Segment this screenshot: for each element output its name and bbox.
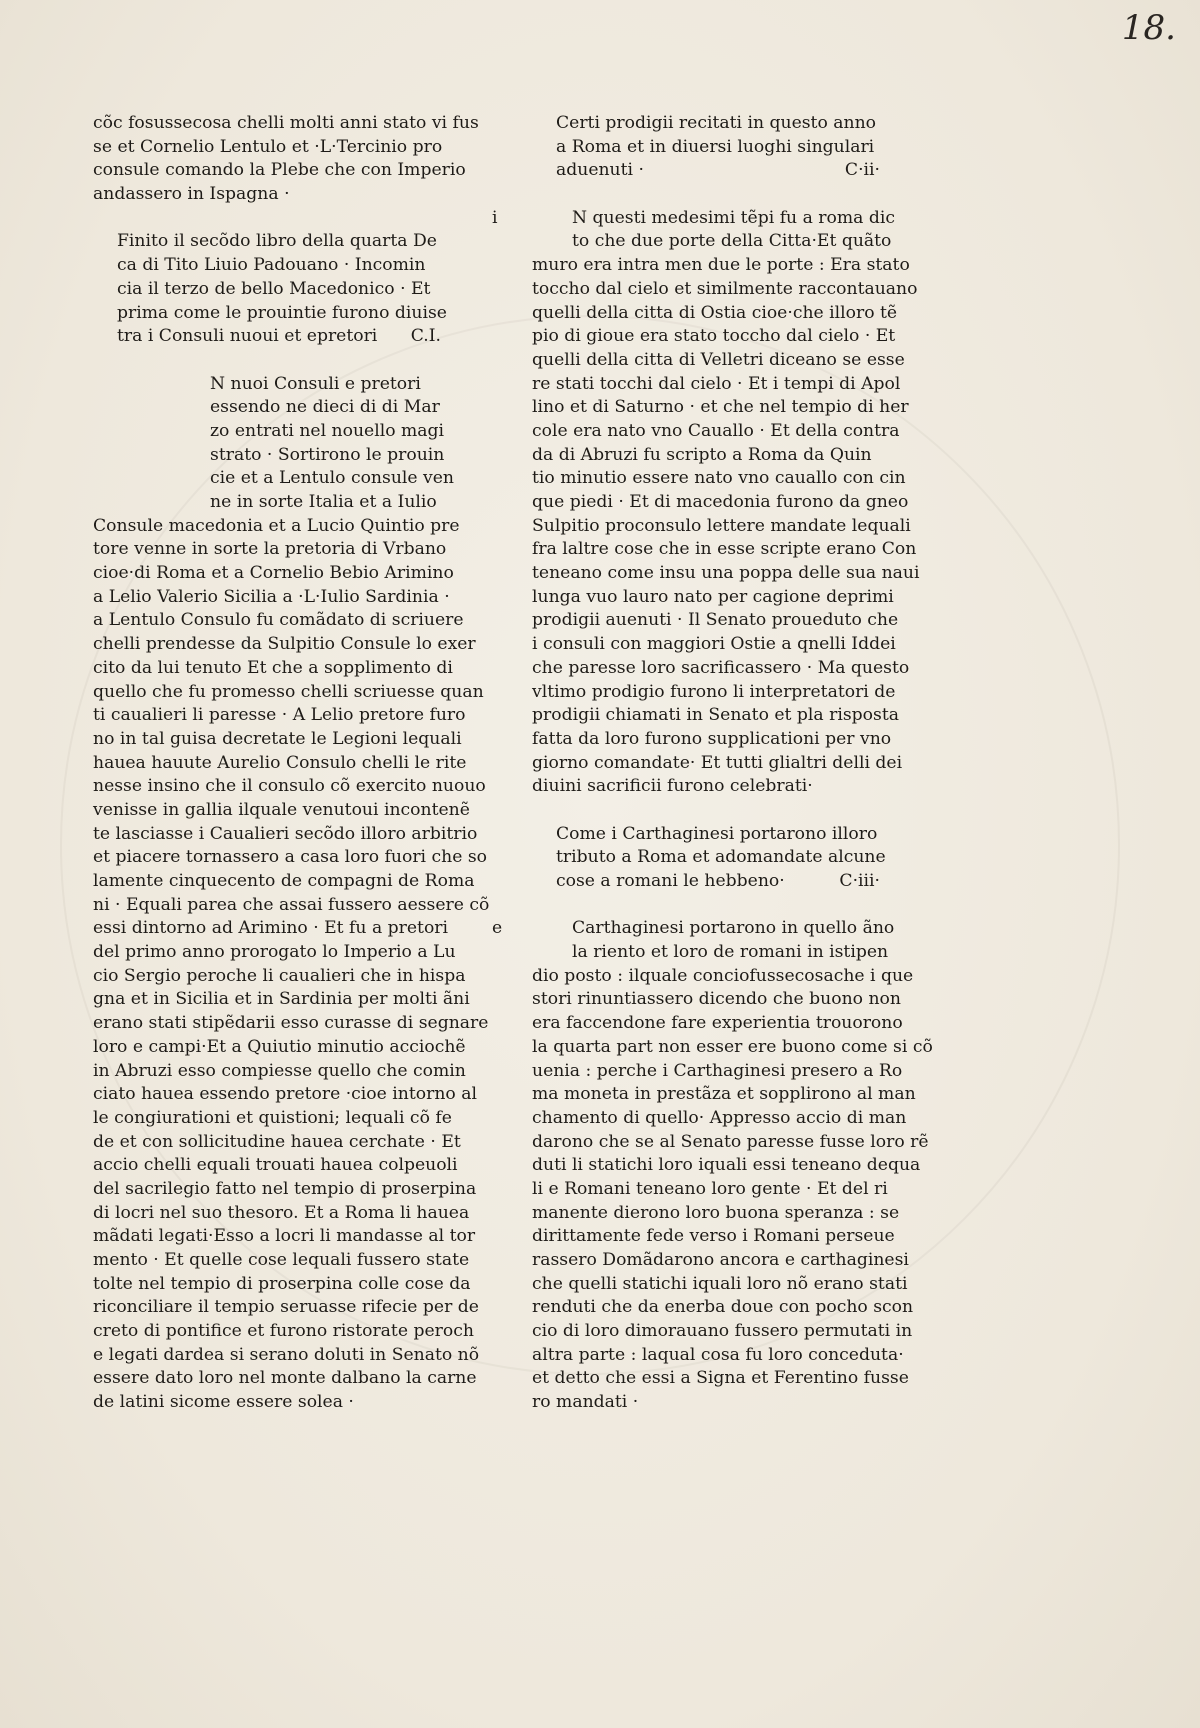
text-line: li e Romani teneano loro gente · Et del ri bbox=[532, 1178, 888, 1199]
text-line: altra parte : laqual cosa fu loro conceduta· bbox=[532, 1344, 904, 1365]
text-line: fra laltre cose che in esse scripte erano Con bbox=[532, 539, 917, 560]
text-line: ne in sorte Italia et a Iulio bbox=[210, 492, 437, 512]
text-line: cole era nato vno Cauallo · Et della contra bbox=[532, 420, 900, 441]
text-line: re stati tocchi dal cielo · Et i tempi di Apol bbox=[532, 373, 901, 394]
text-line: pio di gioue era stato toccho dal cielo · Et bbox=[532, 326, 896, 347]
text-line: diuini sacrificii furono celebrati· bbox=[532, 776, 813, 797]
text-line: erano stati stipẽdarii esso curasse di segnare bbox=[93, 1013, 489, 1034]
text-line: no in tal guisa decretate le Legioni lequali bbox=[93, 728, 462, 749]
first-line-text: N questi medesimi tẽpi fu a roma dic bbox=[572, 207, 895, 228]
text-line: to che due porte della Citta·Et quãto bbox=[572, 231, 892, 252]
guide-letter: i bbox=[492, 207, 498, 228]
spacer bbox=[93, 349, 449, 373]
heading-line: Certi prodigii recitati in questo anno bbox=[556, 113, 877, 133]
spacer bbox=[532, 799, 888, 823]
text-line: N nuoi Consuli e pretori bbox=[210, 373, 421, 394]
right-section-1 bbox=[492, 207, 920, 799]
text-line: la quarta part non esser ere buono come si cõ bbox=[532, 1036, 933, 1057]
text-line: tore venne in sorte la pretoria di Vrbano bbox=[93, 539, 447, 560]
text-line bbox=[492, 917, 895, 941]
text-line: tolte nel tempio di proserpina colle cose da bbox=[93, 1273, 471, 1294]
text-line: ciato hauea essendo pretore ·cioe intorno al bbox=[93, 1084, 477, 1105]
heading-line: cose a romani le hebbeno· C·iii· bbox=[556, 870, 888, 894]
chapter-number: C·ii· bbox=[844, 160, 880, 181]
text-line: accio chelli equali trouati hauea colpeuoli bbox=[93, 1155, 458, 1176]
text-line: zo entrati nel nouello magi bbox=[210, 420, 445, 441]
text-line: prodigii auenuti · Il Senato proueduto che bbox=[532, 610, 899, 631]
text-line: dio posto : ilquale conciofussecosache i que bbox=[532, 965, 914, 986]
text-line: cie et a Lentulo consule ven bbox=[210, 468, 454, 489]
text-line: darono che se al Senato paresse fusse loro rẽ bbox=[532, 1131, 929, 1152]
text-line: prodigii chiamati in Senato et pla risposta bbox=[532, 705, 899, 726]
left-chapter-heading bbox=[93, 230, 449, 348]
text-line: quelli della citta di Velletri diceano se esse bbox=[532, 349, 905, 370]
text-line: duti li statichi loro iquali essi teneano dequa bbox=[532, 1155, 921, 1176]
text-line: chelli prendesse da Sulpitio Consule lo exer bbox=[93, 634, 476, 655]
heading-line: tra i Consuli nuoui et epretori C.I. bbox=[117, 325, 449, 349]
text-line: renduti che da enerba doue con pocho scon bbox=[532, 1297, 914, 1318]
text-line: venisse in gallia ilquale venutoui incontenẽ bbox=[93, 799, 470, 820]
text-line: mento · Et quelle cose lequali fussero state bbox=[93, 1250, 470, 1270]
text-line: del primo anno prorogato lo Imperio a Lu bbox=[93, 942, 456, 963]
heading-line: aduenuti · C·ii· bbox=[556, 159, 888, 183]
heading-line: prima come le prouintie furono diuise bbox=[117, 302, 447, 323]
text-line: lino et di Saturno · et che nel tempio di her bbox=[532, 397, 909, 418]
text-line: cito da lui tenuto Et che a sopplimento di bbox=[93, 657, 453, 678]
text-line: cio Sergio peroche li caualieri che in hispa bbox=[93, 965, 466, 986]
text-line: essendo ne dieci di di Mar bbox=[210, 397, 440, 418]
text-line: da di Abruzi fu scripto a Roma da Quin bbox=[532, 444, 872, 465]
text-line: dirittamente fede verso i Romani perseue bbox=[532, 1226, 895, 1247]
left-column bbox=[93, 112, 490, 1415]
text-line: quelli della citta di Ostia cioe·che illoro tẽ bbox=[532, 302, 898, 323]
text-line: de et con sollicitudine hauea cerchate · Et bbox=[93, 1131, 461, 1152]
spacer bbox=[93, 207, 449, 231]
left-body-text bbox=[93, 515, 490, 1415]
right-chapter-heading-2 bbox=[532, 823, 888, 894]
text-line: di locri nel suo thesoro. Et a Roma li hauea bbox=[93, 1202, 470, 1223]
text-line: creto di pontifice et furono ristorate peroch bbox=[93, 1321, 474, 1342]
text-line bbox=[492, 207, 895, 231]
chapter-number: C·iii· bbox=[839, 871, 880, 891]
left-initial-block bbox=[93, 373, 454, 515]
text-line: lamente cinquecento de compagni de Roma bbox=[93, 871, 475, 891]
text-line: quello che fu promesso chelli scriuesse quan bbox=[93, 681, 484, 702]
text-line: consule comando la Plebe che con Imperio bbox=[93, 160, 466, 181]
text-line: toccho dal cielo et similmente raccontauano bbox=[532, 278, 918, 299]
spacer bbox=[532, 183, 888, 207]
text-line: cõc fosussecosa chelli molti anni stato vi fus bbox=[93, 113, 479, 133]
text-line: fatta da loro furono supplicationi per vno bbox=[532, 728, 892, 749]
first-line-text: Carthaginesi portarono in quello ãno bbox=[572, 918, 895, 939]
heading-line: Come i Carthaginesi portarono illoro bbox=[556, 823, 878, 844]
text-line: cio di loro dimorauano fussero permutati in bbox=[532, 1321, 913, 1342]
text-line: la riento et loro de romani in istipen bbox=[572, 942, 889, 963]
text-line: uenia : perche i Carthaginesi presero a Ro bbox=[532, 1060, 903, 1081]
text-line: strato · Sortirono le prouin bbox=[210, 444, 445, 465]
text-line: de latini sicome essere solea · bbox=[93, 1392, 354, 1413]
right-chapter-heading-1 bbox=[532, 112, 888, 183]
text-line: era faccendone fare experientia trouorono bbox=[532, 1013, 903, 1034]
text-line: chamento di quello· Appresso accio di man bbox=[532, 1107, 907, 1128]
text-line: loro e campi·Et a Quiutio minutio acciochẽ bbox=[93, 1036, 466, 1057]
text-line: Sulpitio proconsulo lettere mandate lequali bbox=[532, 515, 911, 536]
text-line: se et Cornelio Lentulo et ·L·Tercinio pro bbox=[93, 136, 443, 157]
heading-line: a Roma et in diuersi luoghi singulari bbox=[556, 136, 875, 157]
text-line: essi dintorno ad Arimino · Et fu a pretori bbox=[93, 918, 449, 939]
text-line: gna et in Sicilia et in Sardinia per molti ãni bbox=[93, 989, 470, 1010]
text-line: et detto che essi a Signa et Ferentino fusse bbox=[532, 1368, 909, 1389]
text-line: ti caualieri li paresse · A Lelio pretore furo bbox=[93, 705, 466, 726]
text-line: te lasciasse i Caualieri secõdo illoro arbitrio bbox=[93, 823, 478, 844]
text-line: muro era intra men due le porte : Era stato bbox=[532, 255, 910, 276]
text-line: i consuli con maggiori Ostie a qnelli Iddei bbox=[532, 634, 896, 655]
text-line: mãdati legati·Esso a locri li mandasse al tor bbox=[93, 1226, 476, 1247]
text-line: tio minutio essere nato vno cauallo con cin bbox=[532, 468, 906, 489]
text-line: lunga vuo lauro nato per cagione deprimi bbox=[532, 586, 894, 607]
heading-line: Finito il secõdo libro della quarta De bbox=[117, 231, 437, 252]
right-column bbox=[492, 112, 933, 1415]
text-line: che paresse loro sacrificassero · Ma questo bbox=[532, 657, 910, 678]
text-line: hauea hauute Aurelio Consulo chelli le rite bbox=[93, 752, 467, 773]
text-line: stori rinuntiassero dicendo che buono non bbox=[532, 989, 901, 1010]
text-line: nesse insino che il consulo cõ exercito nuouo bbox=[93, 776, 486, 797]
folio-number: 18. bbox=[1121, 8, 1176, 48]
text-line: ro mandati · bbox=[532, 1392, 639, 1413]
text-line: riconciliare il tempio seruasse rifecie per de bbox=[93, 1297, 479, 1318]
text-line: teneano come insu una poppa delle sua naui bbox=[532, 563, 920, 584]
text-line: essere dato loro nel monte dalbano la carne bbox=[93, 1368, 477, 1389]
text-line: Consule macedonia et a Lucio Quintio pre bbox=[93, 515, 460, 536]
heading-line: tributo a Roma et adomandate alcune bbox=[556, 847, 886, 868]
text-line: ma moneta in prestãza et sopplirono al man bbox=[532, 1084, 916, 1105]
text-line: a Lelio Valerio Sicilia a ·L·Iulio Sardinia · bbox=[93, 586, 450, 607]
text-line: cioe·di Roma et a Cornelio Bebio Arimino bbox=[93, 563, 454, 584]
text-line: le congiurationi et quistioni; lequali cõ fe bbox=[93, 1107, 452, 1128]
chapter-number: C.I. bbox=[410, 326, 441, 347]
text-line: rassero Domãdarono ancora e carthaginesi bbox=[532, 1250, 909, 1270]
text-line: del sacrilegio fatto nel tempio di proserpina bbox=[93, 1178, 477, 1199]
text-line: che quelli statichi iquali loro nõ erano stati bbox=[532, 1273, 908, 1294]
text-line: et piacere tornassero a casa loro fuori che so bbox=[93, 847, 488, 868]
heading-line: cia il terzo de bello Macedonico · Et bbox=[117, 278, 431, 299]
guide-letter: e bbox=[492, 918, 503, 939]
text-line: que piedi · Et di macedonia furono da gneo bbox=[532, 492, 909, 512]
right-section-2 bbox=[492, 917, 933, 1414]
text-line: manente dierono loro buona speranza : se bbox=[532, 1202, 900, 1223]
text-line: vltimo prodigio furono li interpretatori de bbox=[532, 681, 896, 702]
spacer bbox=[532, 894, 888, 918]
text-line: giorno comandate· Et tutti glialtri delli dei bbox=[532, 752, 903, 773]
text-line: a Lentulo Consulo fu comãdato di scriuere bbox=[93, 610, 464, 631]
text-line: e legati dardea si serano doluti in Senato nõ bbox=[93, 1344, 480, 1365]
text-line: ni · Equali parea che assai fussero aessere cõ bbox=[93, 894, 490, 915]
text-line: andassero in Ispagna · bbox=[93, 184, 290, 205]
left-opening-text bbox=[93, 112, 479, 207]
heading-line: ca di Tito Liuio Padouano · Incomin bbox=[117, 255, 426, 276]
text-line: in Abruzi esso compiesse quello che comin bbox=[93, 1060, 466, 1081]
